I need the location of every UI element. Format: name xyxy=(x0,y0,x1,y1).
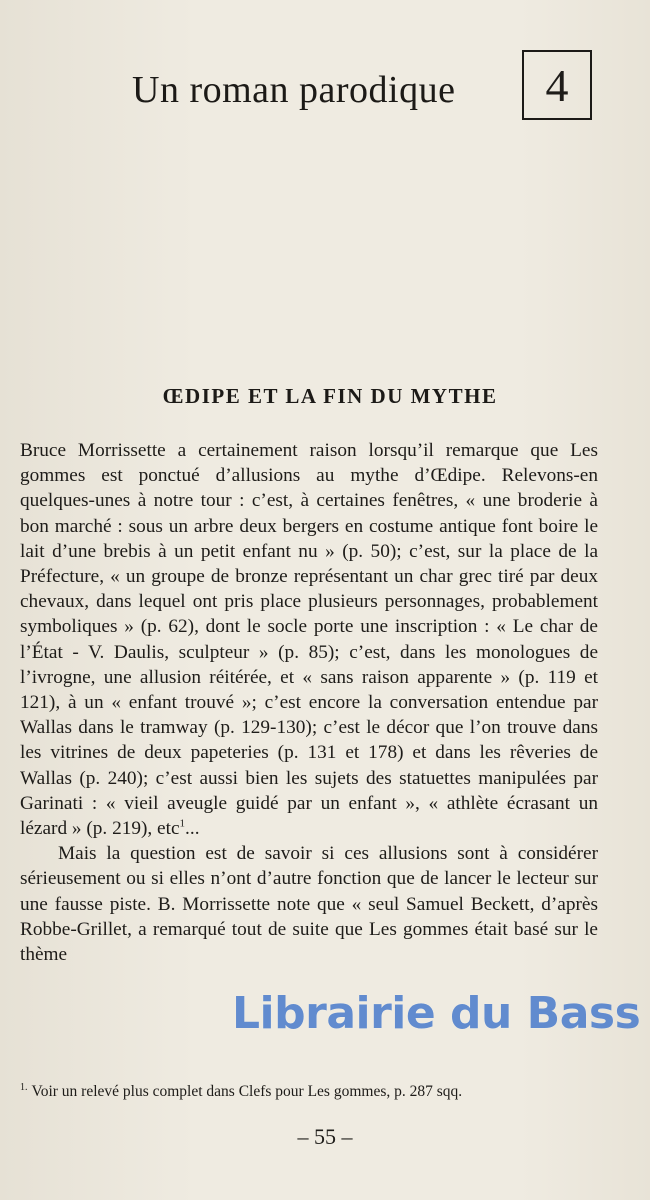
watermark: Librairie du Bass xyxy=(232,988,641,1039)
footnote-text: Voir un relevé plus complet dans Clefs pour Les gommes, p. 287 sqq. xyxy=(31,1083,463,1101)
body-text xyxy=(20,438,598,967)
paragraph-1 xyxy=(20,438,598,841)
paragraph-2: Mais la question est de savoir si ces allusions sont à considérer sérieusement ou si elles n’ont d’autre fonction que de lancer le lecteur sur une fausse piste. B. Morrissette note que « seul Samuel Beckett, d’après Robbe-Grillet, a remarqué tout de suite que Les gommes était basé sur le thème xyxy=(20,843,598,966)
section-heading: ŒDIPE ET LA FIN DU MYTHE xyxy=(162,384,498,408)
footnote-reference: 1 xyxy=(179,817,186,830)
paragraph-1-ellipsis: ... xyxy=(185,818,200,840)
chapter-title: Un roman parodique xyxy=(132,69,456,111)
chapter-number: 4 xyxy=(545,59,569,111)
page-number: – 55 – xyxy=(297,1124,353,1149)
chapter-number-box xyxy=(522,50,592,120)
paragraph-1-text: Bruce Morrissette a certainement raison lorsqu’il remarque que Les gommes est ponctué d’allusions au mythe d’Œdipe. Relevons-en quelques-unes à notre tour : c’est, à certaines fenêtres, « une broderie à bon marché : sous un arbre deux bergers en costume antique font boire le lait d’une brebis à un petit enfant nu » (p. 50); c’est, sur la place de la Préfecture, « un groupe de bronze représentant un char grec tiré par deux chevaux, dans lequel ont pris place plusieurs personnages, probablement symboliques » (p. 62), dont le socle porte une inscription : « Le char de l’État - V. Daulis, sculpteur » (p. 85); c’est, dans les monologues de l’ivrogne, une allusion réitérée, et « sans raison apparente » (p. 119 et 121), à un « enfant trouvé »; c’est encore la conversation entendue par Wallas dans le tramway (p. 129-130); c’est le décor que l’on trouve dans les vitrines de deux papeteries (p. 131 et 178) et dans les rêveries de Wallas (p. 240); c’est aussi bien les sujets des statuettes manipulées par Garinati : « vieil aveugle guidé par un enfant », « athlète écrasant un lézard » (p. 219), etc xyxy=(20,440,598,840)
footnote xyxy=(20,1082,610,1101)
footnote-number: 1. xyxy=(20,1082,28,1093)
chapter-header xyxy=(0,48,650,128)
